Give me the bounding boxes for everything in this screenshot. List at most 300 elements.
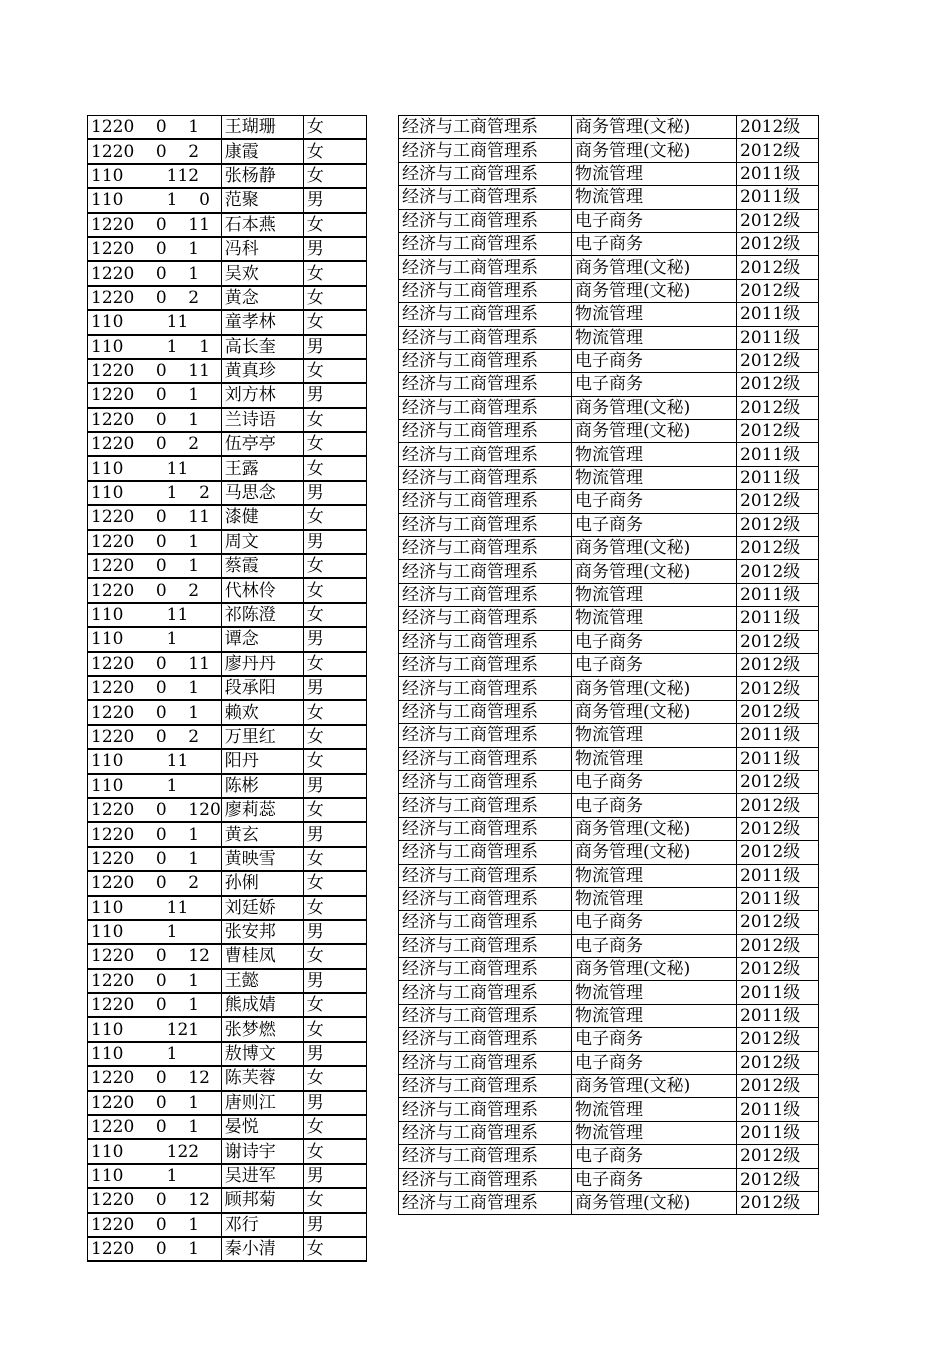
student-sex-cell: 女: [303, 164, 366, 188]
grade-cell: 2011级: [737, 607, 819, 630]
table-row: [399, 349, 819, 372]
grade-cell: 2012级: [737, 1051, 819, 1074]
department-cell: 经济与工商管理系: [399, 770, 572, 793]
student-sex-cell: 女: [303, 798, 366, 822]
table-row: [399, 396, 819, 419]
student-id-cell: 110 1: [88, 1042, 222, 1066]
student-name-cell: 刘方林: [221, 383, 303, 407]
table-row: [399, 794, 819, 817]
department-cell: 经济与工商管理系: [399, 677, 572, 700]
department-cell: 经济与工商管理系: [399, 116, 572, 139]
table-row: [399, 1191, 819, 1214]
student-id-cell: 110 11: [88, 896, 222, 920]
student-name-cell: 祁陈澄: [221, 603, 303, 627]
student-id-cell: 1220 0 1: [88, 261, 222, 285]
table-row: [399, 326, 819, 349]
student-sex-cell: 女: [303, 603, 366, 627]
major-cell: 电子商务: [572, 1145, 737, 1168]
table-row: [88, 725, 367, 749]
table-row: [88, 1164, 367, 1188]
student-sex-cell: 男: [303, 383, 366, 407]
table-row: [399, 653, 819, 676]
student-sex-cell: 女: [303, 1237, 366, 1261]
student-name-cell: 曹桂凤: [221, 944, 303, 968]
major-cell: 物流管理: [572, 583, 737, 606]
major-cell: 电子商务: [572, 1051, 737, 1074]
department-cell: 经济与工商管理系: [399, 466, 572, 489]
student-id-cell: 1220 0 11: [88, 213, 222, 237]
student-name-cell: 谢诗宇: [221, 1139, 303, 1163]
student-sex-cell: 女: [303, 1115, 366, 1139]
table-row: [88, 408, 367, 432]
student-sex-cell: 男: [303, 1091, 366, 1115]
student-name-cell: 张安邦: [221, 920, 303, 944]
table-row: [399, 934, 819, 957]
grade-cell: 2012级: [737, 700, 819, 723]
table-row: [88, 1139, 367, 1163]
student-sex-cell: 女: [303, 749, 366, 773]
grade-cell: 2011级: [737, 162, 819, 185]
table-row: [88, 116, 367, 140]
table-row: [399, 724, 819, 747]
grade-cell: 2011级: [737, 981, 819, 1004]
student-name-cell: 邓行: [221, 1213, 303, 1237]
student-name-cell: 唐则江: [221, 1091, 303, 1115]
department-cell: 经济与工商管理系: [399, 443, 572, 466]
department-cell: 经济与工商管理系: [399, 232, 572, 255]
table-row: [399, 560, 819, 583]
table-row: [88, 847, 367, 871]
student-name-cell: 范聚: [221, 188, 303, 212]
grade-cell: 2012级: [737, 1145, 819, 1168]
table-row: [399, 162, 819, 185]
table-row: [88, 1213, 367, 1237]
department-cell: 经济与工商管理系: [399, 420, 572, 443]
student-id-cell: 1220 0 12: [88, 944, 222, 968]
student-name-cell: 秦小清: [221, 1237, 303, 1261]
grade-cell: 2012级: [737, 817, 819, 840]
student-name-cell: 张梦燃: [221, 1017, 303, 1041]
table-row: [88, 383, 367, 407]
grade-cell: 2012级: [737, 116, 819, 139]
grade-cell: 2011级: [737, 1121, 819, 1144]
student-sex-cell: 女: [303, 993, 366, 1017]
table-row: [399, 1075, 819, 1098]
student-id-cell: 110 122: [88, 1139, 222, 1163]
student-id-cell: 110 11: [88, 310, 222, 334]
department-cell: 经济与工商管理系: [399, 630, 572, 653]
table-row: [88, 213, 367, 237]
major-cell: 商务管理(文秘): [572, 1075, 737, 1098]
table-row: [399, 770, 819, 793]
student-name-cell: 黄玄: [221, 822, 303, 846]
department-cell: 经济与工商管理系: [399, 1098, 572, 1121]
major-cell: 物流管理: [572, 887, 737, 910]
table-row: [88, 1188, 367, 1212]
student-id-cell: 1220 0 120: [88, 798, 222, 822]
major-cell: 商务管理(文秘): [572, 139, 737, 162]
major-cell: 商务管理(文秘): [572, 256, 737, 279]
major-cell: 商务管理(文秘): [572, 677, 737, 700]
student-name-cell: 廖丹丹: [221, 652, 303, 676]
student-sex-cell: 男: [303, 1164, 366, 1188]
student-info-table: [87, 115, 367, 1262]
student-id-cell: 1220 0 2: [88, 725, 222, 749]
table-row: [88, 188, 367, 212]
grade-cell: 2012级: [737, 560, 819, 583]
grade-cell: 2012级: [737, 396, 819, 419]
major-cell: 物流管理: [572, 443, 737, 466]
student-sex-cell: 女: [303, 310, 366, 334]
student-id-cell: 110 1 1: [88, 335, 222, 359]
major-cell: 电子商务: [572, 911, 737, 934]
major-cell: 电子商务: [572, 373, 737, 396]
student-name-cell: 陈芙蓉: [221, 1066, 303, 1090]
table-row: [399, 490, 819, 513]
student-name-cell: 王懿: [221, 969, 303, 993]
department-cell: 经济与工商管理系: [399, 1004, 572, 1027]
student-id-cell: 1220 0 2: [88, 139, 222, 163]
department-info-table: [398, 115, 819, 1215]
grade-cell: 2011级: [737, 583, 819, 606]
grade-cell: 2012级: [737, 279, 819, 302]
table-row: [399, 887, 819, 910]
table-row: [88, 359, 367, 383]
table-row: [399, 466, 819, 489]
table-row: [399, 677, 819, 700]
table-row: [88, 822, 367, 846]
table-row: [88, 261, 367, 285]
student-name-cell: 童孝林: [221, 310, 303, 334]
student-name-cell: 黄映雪: [221, 847, 303, 871]
student-name-cell: 黄念: [221, 286, 303, 310]
student-name-cell: 蔡霞: [221, 554, 303, 578]
student-sex-cell: 女: [303, 139, 366, 163]
grade-cell: 2011级: [737, 303, 819, 326]
student-id-cell: 1220 0 1: [88, 554, 222, 578]
table-row: [88, 627, 367, 651]
table-row: [88, 578, 367, 602]
student-id-cell: 1220 0 2: [88, 286, 222, 310]
student-id-cell: 1220 0 1: [88, 969, 222, 993]
grade-cell: 2011级: [737, 326, 819, 349]
student-sex-cell: 女: [303, 1139, 366, 1163]
department-cell: 经济与工商管理系: [399, 513, 572, 536]
student-id-cell: 1220 0 1: [88, 676, 222, 700]
major-cell: 商务管理(文秘): [572, 116, 737, 139]
major-cell: 商务管理(文秘): [572, 560, 737, 583]
department-cell: 经济与工商管理系: [399, 1028, 572, 1051]
major-cell: 电子商务: [572, 630, 737, 653]
student-sex-cell: 女: [303, 944, 366, 968]
student-sex-cell: 男: [303, 1042, 366, 1066]
table-row: [88, 749, 367, 773]
table-row: [399, 186, 819, 209]
grade-cell: 2012级: [737, 209, 819, 232]
grade-cell: 2012级: [737, 841, 819, 864]
student-name-cell: 张杨静: [221, 164, 303, 188]
department-cell: 经济与工商管理系: [399, 396, 572, 419]
table-row: [399, 1145, 819, 1168]
major-cell: 电子商务: [572, 1028, 737, 1051]
major-cell: 商务管理(文秘): [572, 841, 737, 864]
student-id-cell: 110 112: [88, 164, 222, 188]
department-cell: 经济与工商管理系: [399, 279, 572, 302]
department-cell: 经济与工商管理系: [399, 139, 572, 162]
student-name-cell: 兰诗语: [221, 408, 303, 432]
department-cell: 经济与工商管理系: [399, 303, 572, 326]
grade-cell: 2012级: [737, 513, 819, 536]
student-id-cell: 1220 0 1: [88, 993, 222, 1017]
department-cell: 经济与工商管理系: [399, 841, 572, 864]
student-id-cell: 1220 0 1: [88, 383, 222, 407]
major-cell: 商务管理(文秘): [572, 817, 737, 840]
student-id-cell: 1220 0 11: [88, 652, 222, 676]
student-id-cell: 110 11: [88, 749, 222, 773]
student-name-cell: 刘廷娇: [221, 896, 303, 920]
student-name-cell: 代林伶: [221, 578, 303, 602]
department-cell: 经济与工商管理系: [399, 326, 572, 349]
table-row: [399, 1004, 819, 1027]
table-row: [88, 1115, 367, 1139]
department-cell: 经济与工商管理系: [399, 186, 572, 209]
table-row: [88, 237, 367, 261]
student-sex-cell: 女: [303, 871, 366, 895]
student-name-cell: 赖欢: [221, 700, 303, 724]
student-id-cell: 1220 0 12: [88, 1066, 222, 1090]
student-name-cell: 伍亭亭: [221, 432, 303, 456]
table-row: [88, 1237, 367, 1261]
table-row: [399, 303, 819, 326]
student-id-cell: 1220 0 1: [88, 408, 222, 432]
grade-cell: 2012级: [737, 1075, 819, 1098]
table-row: [399, 256, 819, 279]
student-sex-cell: 男: [303, 481, 366, 505]
table-row: [399, 232, 819, 255]
major-cell: 电子商务: [572, 209, 737, 232]
student-id-cell: 1220 0 1: [88, 1091, 222, 1115]
grade-cell: 2011级: [737, 1004, 819, 1027]
major-cell: 电子商务: [572, 490, 737, 513]
student-id-cell: 110 1: [88, 774, 222, 798]
table-row: [88, 676, 367, 700]
student-sex-cell: 男: [303, 822, 366, 846]
grade-cell: 2011级: [737, 724, 819, 747]
department-cell: 经济与工商管理系: [399, 162, 572, 185]
grade-cell: 2012级: [737, 653, 819, 676]
student-name-cell: 谭念: [221, 627, 303, 651]
student-id-cell: 1220 0 1: [88, 700, 222, 724]
student-sex-cell: 女: [303, 896, 366, 920]
major-cell: 商务管理(文秘): [572, 700, 737, 723]
grade-cell: 2012级: [737, 349, 819, 372]
student-name-cell: 吴欢: [221, 261, 303, 285]
major-cell: 物流管理: [572, 724, 737, 747]
major-cell: 电子商务: [572, 770, 737, 793]
department-cell: 经济与工商管理系: [399, 1191, 572, 1214]
department-cell: 经济与工商管理系: [399, 1168, 572, 1191]
student-sex-cell: 男: [303, 188, 366, 212]
student-id-cell: 1220 0 2: [88, 871, 222, 895]
student-name-cell: 石本燕: [221, 213, 303, 237]
table-row: [88, 700, 367, 724]
major-cell: 物流管理: [572, 607, 737, 630]
major-cell: 物流管理: [572, 326, 737, 349]
student-name-cell: 万里红: [221, 725, 303, 749]
major-cell: 商务管理(文秘): [572, 396, 737, 419]
table-row: [88, 1091, 367, 1115]
table-row: [399, 981, 819, 1004]
department-cell: 经济与工商管理系: [399, 209, 572, 232]
table-row: [399, 747, 819, 770]
student-sex-cell: 女: [303, 847, 366, 871]
major-cell: 物流管理: [572, 1098, 737, 1121]
department-cell: 经济与工商管理系: [399, 1145, 572, 1168]
student-id-cell: 1220 0 12: [88, 1188, 222, 1212]
student-sex-cell: 女: [303, 286, 366, 310]
table-row: [88, 944, 367, 968]
student-sex-cell: 女: [303, 505, 366, 529]
table-row: [399, 1121, 819, 1144]
table-row: [88, 798, 367, 822]
student-name-cell: 吴进军: [221, 1164, 303, 1188]
student-sex-cell: 男: [303, 627, 366, 651]
table-row: [88, 139, 367, 163]
grade-cell: 2012级: [737, 1028, 819, 1051]
student-id-cell: 1220 0 1: [88, 822, 222, 846]
grade-cell: 2012级: [737, 420, 819, 443]
department-cell: 经济与工商管理系: [399, 981, 572, 1004]
major-cell: 物流管理: [572, 864, 737, 887]
student-name-cell: 康霞: [221, 139, 303, 163]
department-info-body: [399, 116, 819, 1215]
student-id-cell: 1220 0 2: [88, 432, 222, 456]
student-id-cell: 110 1 2: [88, 481, 222, 505]
grade-cell: 2012级: [737, 256, 819, 279]
table-row: [88, 164, 367, 188]
table-row: [88, 505, 367, 529]
table-row: [88, 774, 367, 798]
student-sex-cell: 女: [303, 578, 366, 602]
grade-cell: 2011级: [737, 864, 819, 887]
grade-cell: 2011级: [737, 443, 819, 466]
department-cell: 经济与工商管理系: [399, 349, 572, 372]
table-row: [399, 958, 819, 981]
student-name-cell: 阳丹: [221, 749, 303, 773]
table-row: [88, 481, 367, 505]
major-cell: 电子商务: [572, 232, 737, 255]
student-sex-cell: 女: [303, 725, 366, 749]
major-cell: 商务管理(文秘): [572, 279, 737, 302]
major-cell: 电子商务: [572, 794, 737, 817]
department-cell: 经济与工商管理系: [399, 934, 572, 957]
grade-cell: 2011级: [737, 747, 819, 770]
grade-cell: 2012级: [737, 911, 819, 934]
student-sex-cell: 女: [303, 359, 366, 383]
table-row: [399, 864, 819, 887]
student-id-cell: 1220 0 1: [88, 237, 222, 261]
student-id-cell: 1220 0 1: [88, 116, 222, 140]
department-cell: 经济与工商管理系: [399, 560, 572, 583]
table-row: [88, 993, 367, 1017]
grade-cell: 2012级: [737, 934, 819, 957]
table-row: [88, 603, 367, 627]
department-cell: 经济与工商管理系: [399, 864, 572, 887]
table-row: [399, 1028, 819, 1051]
department-cell: 经济与工商管理系: [399, 911, 572, 934]
table-row: [399, 209, 819, 232]
grade-cell: 2012级: [737, 677, 819, 700]
major-cell: 商务管理(文秘): [572, 1191, 737, 1214]
student-sex-cell: 女: [303, 456, 366, 480]
student-sex-cell: 男: [303, 530, 366, 554]
grade-cell: 2011级: [737, 887, 819, 910]
grade-cell: 2012级: [737, 794, 819, 817]
table-row: [399, 630, 819, 653]
table-row: [399, 537, 819, 560]
major-cell: 电子商务: [572, 1168, 737, 1191]
grade-cell: 2012级: [737, 630, 819, 653]
table-row: [88, 969, 367, 993]
department-cell: 经济与工商管理系: [399, 958, 572, 981]
student-sex-cell: 女: [303, 116, 366, 140]
table-row: [399, 373, 819, 396]
student-info-body: [88, 116, 367, 1262]
student-id-cell: 1220 0 1: [88, 530, 222, 554]
major-cell: 物流管理: [572, 162, 737, 185]
student-sex-cell: 男: [303, 676, 366, 700]
student-sex-cell: 女: [303, 432, 366, 456]
table-row: [88, 652, 367, 676]
table-row: [88, 554, 367, 578]
grade-cell: 2012级: [737, 958, 819, 981]
table-row: [399, 420, 819, 443]
table-row: [88, 920, 367, 944]
table-row: [88, 871, 367, 895]
table-row: [399, 911, 819, 934]
student-sex-cell: 女: [303, 700, 366, 724]
grade-cell: 2012级: [737, 490, 819, 513]
department-cell: 经济与工商管理系: [399, 256, 572, 279]
student-id-cell: 110 1: [88, 627, 222, 651]
table-row: [399, 1051, 819, 1074]
grade-cell: 2012级: [737, 537, 819, 560]
table-row: [88, 456, 367, 480]
grade-cell: 2012级: [737, 770, 819, 793]
major-cell: 电子商务: [572, 513, 737, 536]
table-row: [399, 116, 819, 139]
student-sex-cell: 女: [303, 261, 366, 285]
student-sex-cell: 女: [303, 1017, 366, 1041]
student-name-cell: 王瑚珊: [221, 116, 303, 140]
department-cell: 经济与工商管理系: [399, 653, 572, 676]
department-cell: 经济与工商管理系: [399, 373, 572, 396]
table-row: [399, 817, 819, 840]
table-row: [399, 841, 819, 864]
student-id-cell: 110 1: [88, 920, 222, 944]
grade-cell: 2011级: [737, 1098, 819, 1121]
student-sex-cell: 女: [303, 1188, 366, 1212]
major-cell: 电子商务: [572, 349, 737, 372]
department-cell: 经济与工商管理系: [399, 1051, 572, 1074]
table-row: [88, 1042, 367, 1066]
grade-cell: 2012级: [737, 1168, 819, 1191]
student-sex-cell: 男: [303, 335, 366, 359]
student-name-cell: 冯科: [221, 237, 303, 261]
major-cell: 商务管理(文秘): [572, 958, 737, 981]
major-cell: 电子商务: [572, 653, 737, 676]
table-row: [88, 286, 367, 310]
